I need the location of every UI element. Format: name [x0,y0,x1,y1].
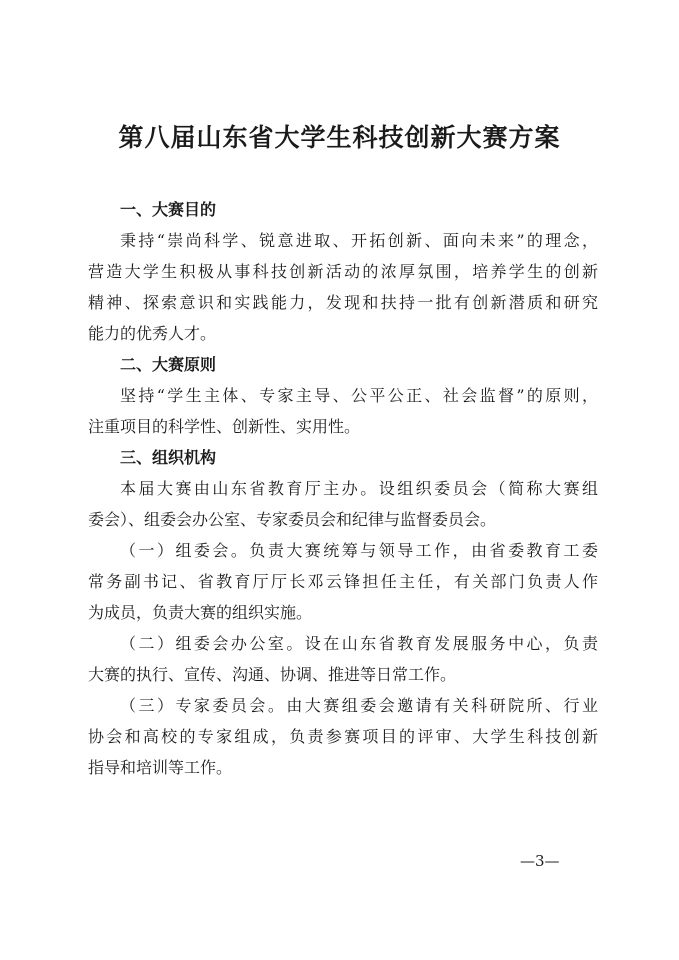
text-line: 注重项目的科学性、创新性、实用性。 [88,417,361,436]
text-line: 常务副书记、省教育厅厅长邓云锋担任主任，有关部门负责人作 [88,572,598,591]
text-line: 指导和培训等工作。 [88,758,233,777]
text-line: （二）组委会办公室。设在山东省教育发展服务中心，负责 [120,634,598,653]
text-line: 坚持“学生主体、专家主导、公平公正、社会监督”的原则， [120,386,598,405]
paragraph-purpose [88,225,598,349]
text-line: 委会）、组委会办公室、专家委员会和纪律与监督委员会。 [88,510,497,529]
section-heading-organization: 三、组织机构 [120,448,217,467]
page-number: —3— [520,852,560,870]
text-line: 大赛的执行、宣传、沟通、协调、推进等日常工作。 [88,665,457,684]
section-heading-principle: 二、大赛原则 [120,355,217,374]
paragraph-committee-office [88,628,598,690]
paragraph-principle [88,380,598,442]
paragraph-organization-intro [88,473,598,535]
text-line: 本届大赛由山东省教育厅主办。设组织委员会（简称大赛组 [120,479,598,498]
text-line: 精神、探索意识和实践能力，发现和扶持一批有创新潜质和研究 [88,293,598,312]
text-line: 营造大学生积极从事科技创新活动的浓厚氛围，培养学生的创新 [88,262,598,281]
text-line: 为成员，负责大赛的组织实施。 [88,603,313,622]
section-heading-purpose: 一、大赛目的 [120,200,217,219]
paragraph-expert-committee [88,690,598,783]
text-line: 秉持“崇尚科学、锐意进取、开拓创新、面向未来”的理念， [120,231,598,250]
document-body [88,194,598,783]
paragraph-committee [88,535,598,628]
text-line: （一）组委会。负责大赛统筹与领导工作，由省委教育工委 [120,541,598,560]
text-line: 协会和高校的专家组成，负责参赛项目的评审、大学生科技创新 [88,727,598,746]
document-title: 第八届山东省大学生科技创新大赛方案 [118,123,561,152]
text-line: 能力的优秀人才。 [88,324,217,343]
text-line: （三）专家委员会。由大赛组委会邀请有关科研院所、行业 [120,696,598,715]
